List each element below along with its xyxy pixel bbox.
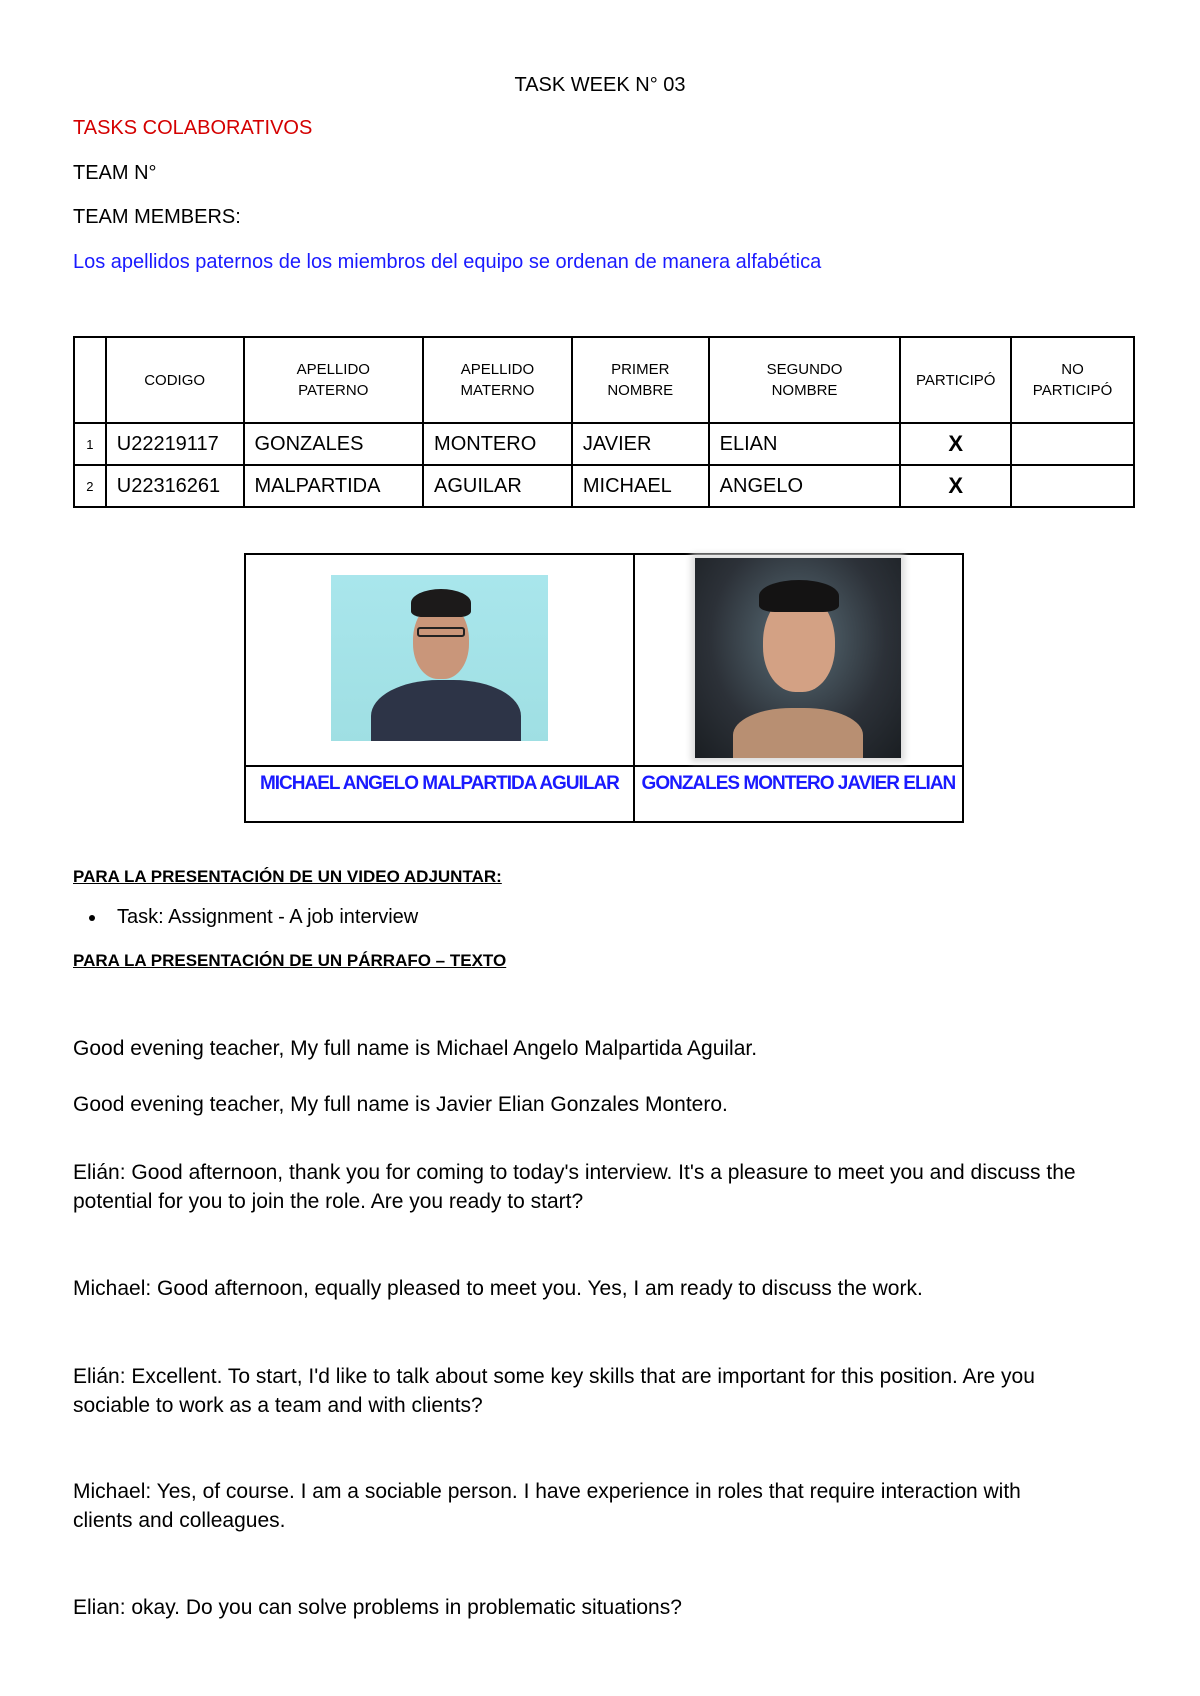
row-primer: MICHAEL [572, 465, 709, 507]
text-section-heading: PARA LA PRESENTACIÓN DE UN PÁRRAFO – TEXTO [73, 951, 507, 970]
header-participo: PARTICIPÓ [900, 337, 1011, 423]
table-row [74, 465, 1134, 507]
ordering-note: Los apellidos paternos de los miembros del equipo se ordenan de manera alfabética [73, 251, 822, 273]
header-primer-nombre: PRIMER NOMBRE [572, 337, 709, 423]
paragraph-elian-1: Elián: Good afternoon, thank you for coming to today's interview. It's a pleasure to meet you and discuss the potential for you to join the role. Are you ready to start? [73, 1161, 1076, 1213]
team-members-label: TEAM MEMBERS: [73, 206, 241, 228]
header-num [74, 337, 106, 423]
row-paterno: MALPARTIDA [244, 465, 424, 507]
table-header-row [74, 337, 1134, 423]
team-number-label: TEAM N° [73, 162, 157, 184]
row-materno: AGUILAR [423, 465, 572, 507]
paragraph-elian-2: Elián: Excellent. To start, I'd like to talk about some key skills that are important for this position. Are you sociable to work as a team and with clients? [73, 1365, 1035, 1417]
photo-caption-right: GONZALES MONTERO JAVIER ELIAN [634, 766, 963, 822]
row-paterno: GONZALES [244, 423, 424, 465]
list-item: • Task: Assignment - A job interview [107, 906, 418, 929]
photo-cell-right [634, 554, 963, 766]
member-photo-michael [331, 575, 548, 741]
row-segundo: ELIAN [709, 423, 901, 465]
paragraph-intro-michael: Good evening teacher, My full name is Michael Angelo Malpartida Aguilar. [73, 1037, 758, 1060]
row-num: 2 [74, 465, 106, 507]
members-table [73, 336, 1135, 508]
member-photo-javier [695, 558, 901, 758]
photo-caption-left: MICHAEL ANGELO MALPARTIDA AGUILAR [245, 766, 634, 822]
row-num: 1 [74, 423, 106, 465]
paragraph-elian-3: Elian: okay. Do you can solve problems in problematic situations? [73, 1596, 682, 1619]
video-section-heading: PARA LA PRESENTACIÓN DE UN VIDEO ADJUNTAR: [73, 867, 502, 886]
paragraph-intro-javier: Good evening teacher, My full name is Javier Elian Gonzales Montero. [73, 1093, 728, 1116]
row-materno: MONTERO [423, 423, 572, 465]
header-no-participo: NO PARTICIPÓ [1011, 337, 1134, 423]
row-codigo: U22316261 [106, 465, 244, 507]
header-codigo: CODIGO [106, 337, 244, 423]
header-apellido-materno: APELLIDO MATERNO [423, 337, 572, 423]
row-participo: X [900, 465, 1011, 507]
row-no-participo [1011, 423, 1134, 465]
header-segundo-nombre: SEGUNDO NOMBRE [709, 337, 901, 423]
tasks-subtitle: TASKS COLABORATIVOS [73, 117, 313, 139]
photos-table [244, 553, 964, 823]
photo-cell-left [245, 554, 634, 766]
paragraph-michael-1: Michael: Good afternoon, equally pleased to meet you. Yes, I am ready to discuss the work. [73, 1277, 923, 1300]
header-apellido-paterno: APELLIDO PATERNO [244, 337, 424, 423]
row-codigo: U22219117 [106, 423, 244, 465]
row-primer: JAVIER [572, 423, 709, 465]
table-row [74, 423, 1134, 465]
page-title: TASK WEEK N° 03 [514, 74, 686, 96]
video-items-list [107, 906, 418, 929]
paragraph-michael-2: Michael: Yes, of course. I am a sociable person. I have experience in roles that require interaction with clients and colleagues. [73, 1480, 1021, 1532]
row-no-participo [1011, 465, 1134, 507]
row-segundo: ANGELO [709, 465, 901, 507]
row-participo: X [900, 423, 1011, 465]
